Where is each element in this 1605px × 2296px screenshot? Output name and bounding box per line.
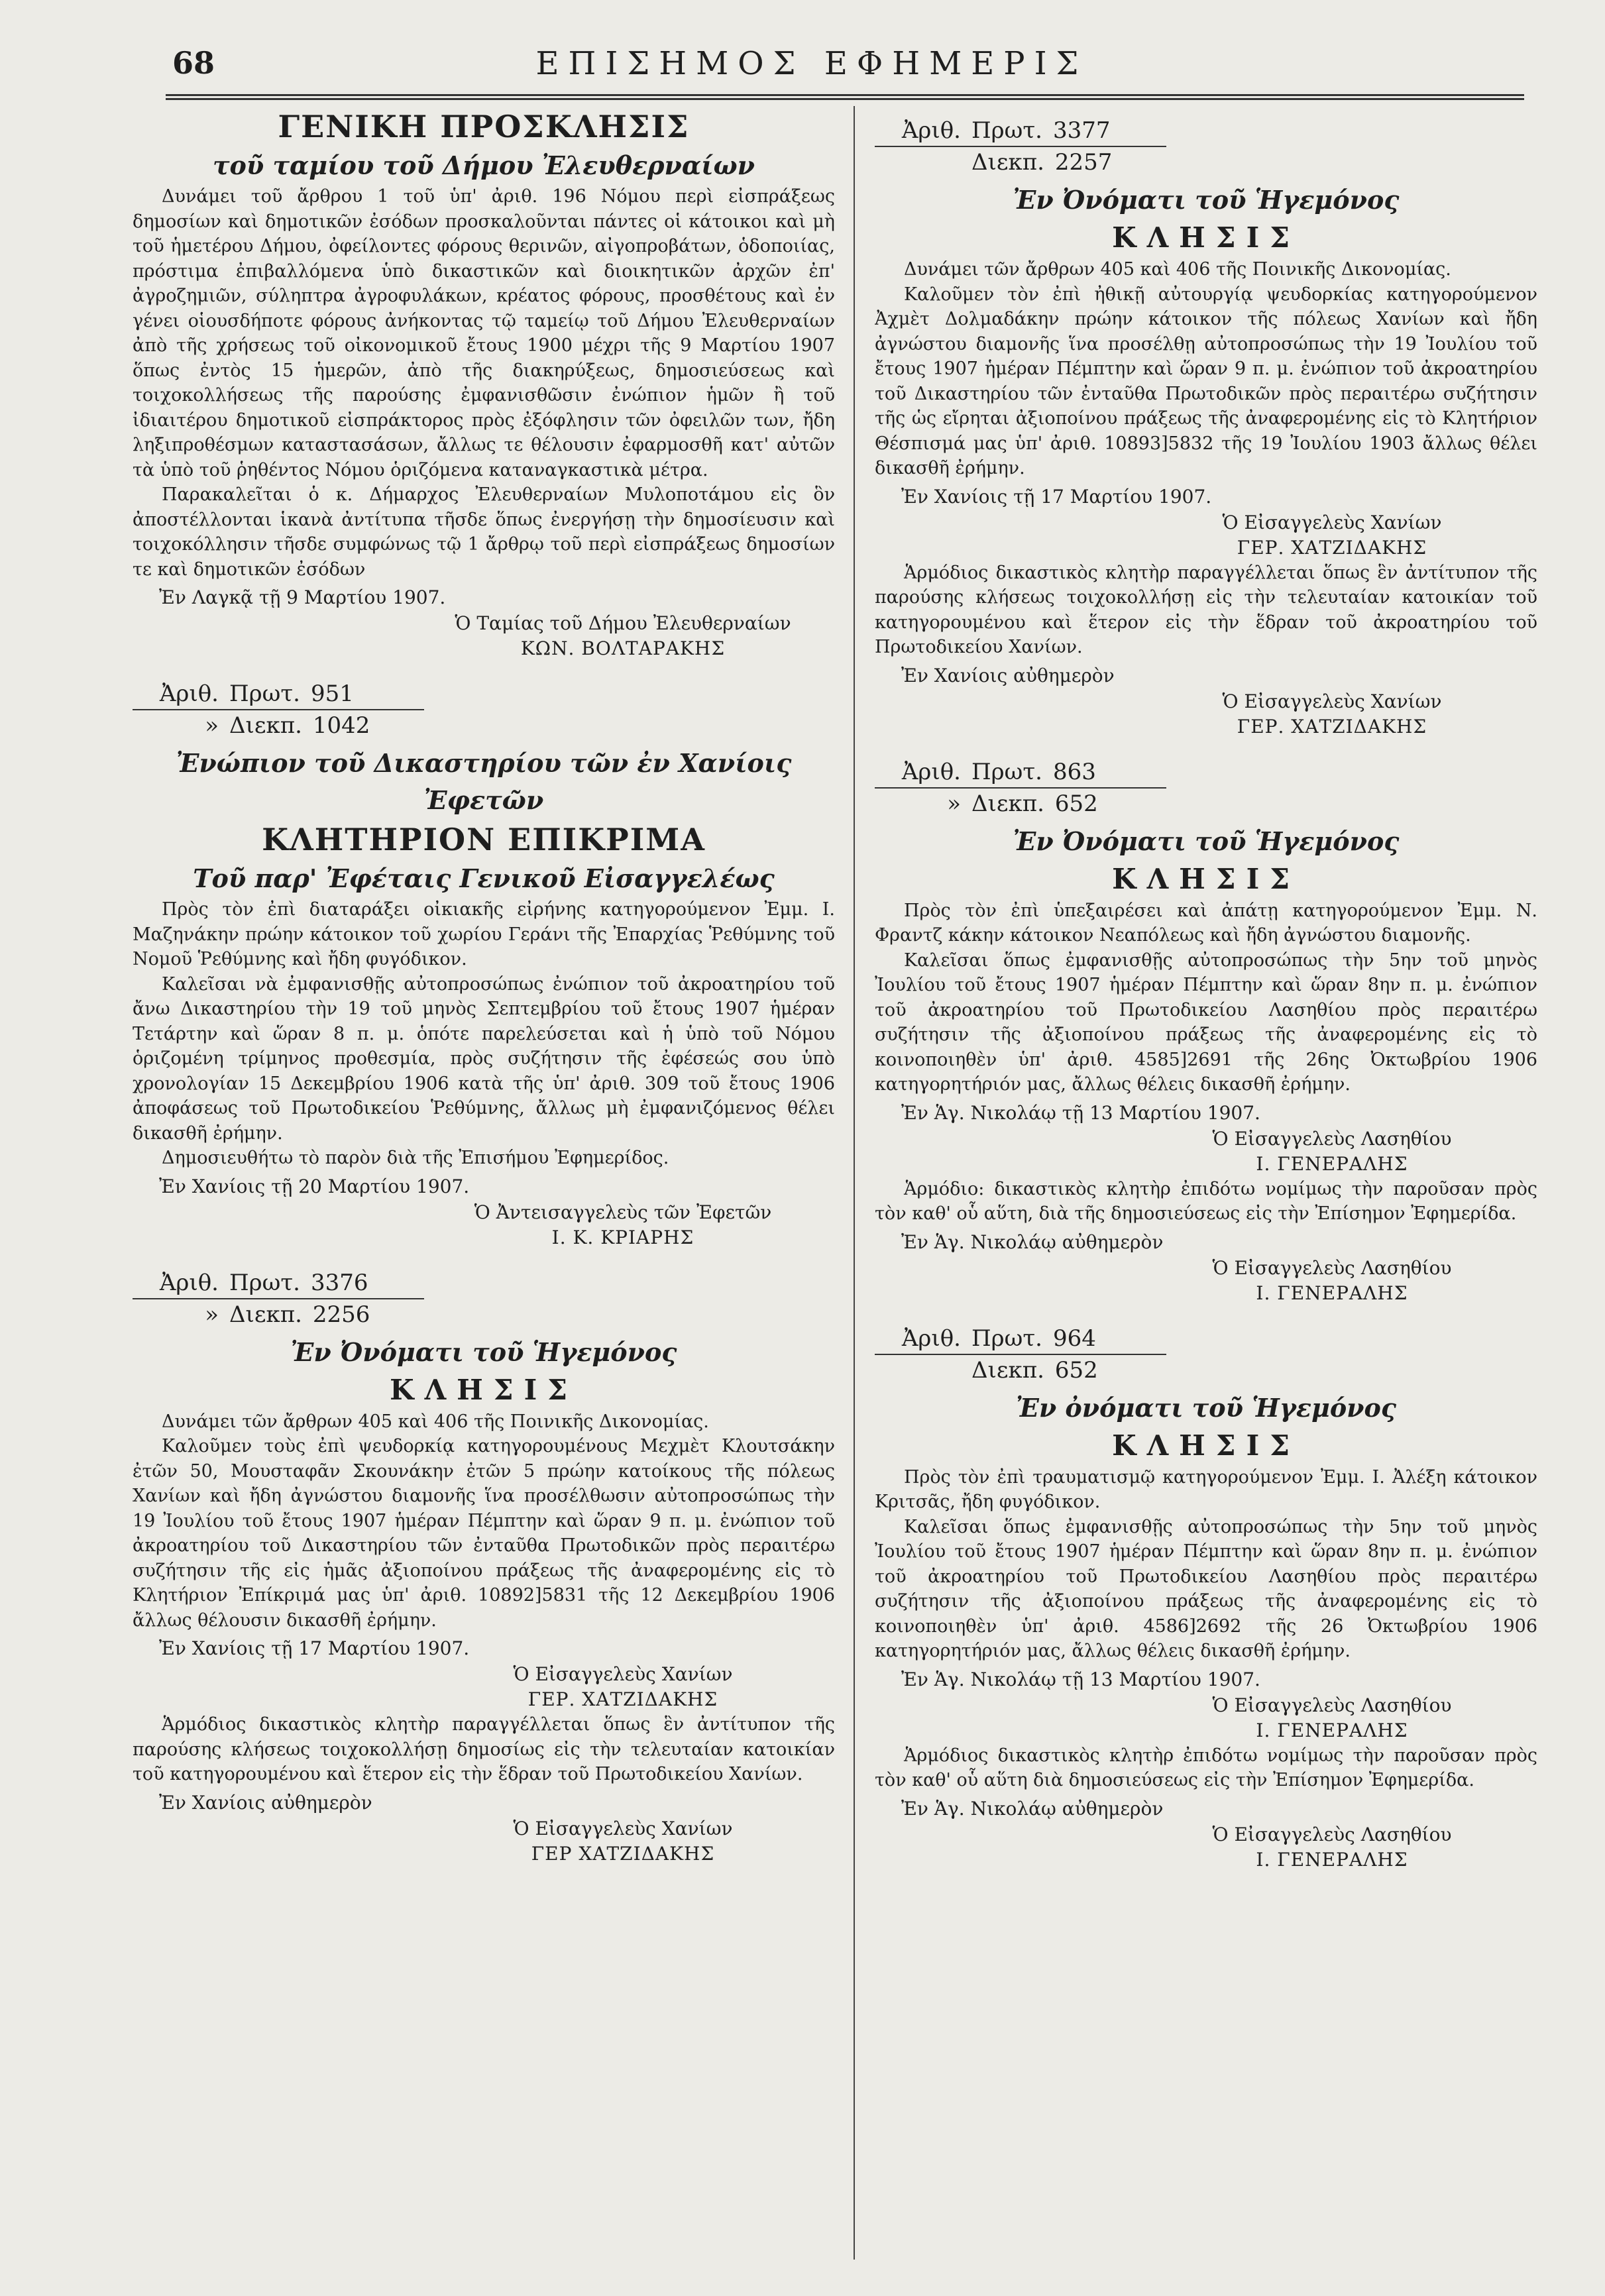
place-date: Ἐν Ἁγ. Νικολάῳ αὐθημερὸν xyxy=(901,1230,1164,1253)
dispatch-number: 652 xyxy=(1054,1356,1098,1384)
notice-subtitle: Ἐν Ὀνόματι τοῦ Ἡγεμόνος xyxy=(290,1337,677,1367)
signer-name: Ι. ΓΕΝΕΡΑΛΗΣ xyxy=(1256,1719,1408,1741)
signer-name: ΓΕΡ. ΧΑΤΖΙΔΑΚΗΣ xyxy=(1237,715,1427,738)
notice-heading: ΚΛΗΣΙΣ xyxy=(390,1373,578,1406)
notice-heading: ΚΛΗΣΙΣ xyxy=(1112,221,1300,254)
signer-title: Ὁ Ταμίας τοῦ Δήμου Ἐλευθερναίων xyxy=(455,612,791,634)
dispatch-row xyxy=(875,789,1537,819)
page-header xyxy=(99,40,1524,99)
notice-body-paragraph: Καλεῖσαι νὰ ἐμφανισθῇς αὐτοπροσώπως ἐνώπιον τοῦ ἀκροατηρίου τοῦ ἄνω Δικαστηρίου τὴν 19 τοῦ μηνὸς Σεπτεμβρίου τοῦ ἔτους 1907 ἡμέραν Τετάρτην καὶ ὥραν 8 π. μ. ὁπότε παρελεύσεται καὶ ἡ ὑπὸ τοῦ Νόμου ὁριζομένη τρίμηνος προθεσμία, πρὸς συζήτησιν τῆς ἐφέσεώς σου ὑπὸ χρονολογίαν 15 Δεκεμβρίου 1906 κατὰ τῆς ὑπ' ἀριθ. 309 τοῦ ἔτους 1906 ἀποφάσεως τοῦ Πρωτοδικείου Ῥεθύμνης, ἄλλως μὴ ἐμφανιζόμενος θέλει δικασθῆ ἐρήμην. xyxy=(133,973,835,1144)
signer-name: ΓΕΡ. ΧΑΤΖΙΔΑΚΗΣ xyxy=(527,1688,718,1710)
dispatch-number: 652 xyxy=(1054,790,1098,817)
right-column xyxy=(875,106,1537,2266)
notice-body-paragraph: Πρὸς τὸν ἐπὶ ὑπεξαιρέσει καὶ ἀπάτῃ κατηγορούμενον Ἐμμ. Ν. Φραντζ κάκην κάτοικον Νεαπόλεως καὶ ἤδη ἀγνώστου διαμονῆς. xyxy=(875,900,1537,946)
notice-subtitle: Ἐν Ὀνόματι τοῦ Ἡγεμόνος xyxy=(1013,826,1400,856)
notice-body-paragraph: Καλοῦμεν τοὺς ἐπὶ ψευδορκίᾳ κατηγορουμένους Μεχμὲτ Κλουτσάκην ἐτῶν 50, Μουσταφᾶν Σκουνάκην ἐτῶν 5 πρώην κατοίκους τῆς πόλεως Χανίων καὶ ἤδη ἀγνώστου διαμονῆς ἵνα προσέλθωσιν αὐτοπροσώπως τὴν 19 Ἰουλίου τοῦ ἔτους 1907 ἡμέραν Πέμπτην καὶ ὥραν 9 π. μ. ἐνώπιον τοῦ ἀκροατηρίου τοῦ Δικαστηρίου τῶν ἐνταῦθα Πρωτοδικῶν πρὸς περαιτέρω συζήτησιν τῆς εἰς ἡμᾶς ἀξιοποίνου πράξεως τῆς ἀναφερομένης εἰς τὸ Κλητήριον Ἐπίκριμά μας ὑπ' ἀριθ. 10892]5831 τῆς 12 Δεκεμβρίου 1906 ἄλλως θέλουσιν δικασθῆ ἐρήμην. xyxy=(133,1436,835,1631)
reference-numbers xyxy=(875,1323,1537,1386)
notice-body-paragraph: Δυνάμει τῶν ἄρθρων 405 καὶ 406 τῆς Ποινικῆς Δικονομίας. xyxy=(904,259,1451,280)
bailiff-instruction: Ἁρμόδιος δικαστικὸς κλητὴρ παραγγέλλεται ὅπως ἓν ἀντίτυπον τῆς παρούσης κλήσεως τοιχοκολλήσῃ δημοσίως εἰς τὴν τελευταίαν κατοικίαν τοῦ κατηγορουμένου καὶ ἕτερον εἰς τὴν ἕδραν τοῦ Πρωτοδικείου Χανίων. xyxy=(133,1714,835,1784)
ref-lead: » xyxy=(205,712,219,739)
place-date: Ἐν Χανίοις αὐθημερὸν xyxy=(159,1791,372,1814)
header-rule xyxy=(166,94,1524,100)
signer-name: Ι. ΓΕΝΕΡΑΛΗΣ xyxy=(1256,1848,1408,1871)
ref-lead: Ἀριθ. xyxy=(159,681,219,707)
dispatch-row xyxy=(875,147,1537,178)
notice-body-paragraph: Παρακαλεῖται ὁ κ. Δήμαρχος Ἐλευθερναίων Μυλοποτάμου εἰς ὃν ἀποστέλλονται ἱκανὰ ἀντίτυπα τῆσδε ὅπως ἐνεργήσῃ τὴν δημοσίευσιν καὶ τοιχοκόλλησιν τῆσδε συμφώνως τῷ 1 ἄρθρῳ τοῦ περὶ εἰσπράξεως δημοσίων τε καὶ δημοτικῶν ἐσόδων xyxy=(133,484,835,580)
bailiff-instruction: Ἁρμόδιος δικαστικὸς κλητὴρ παραγγέλλεται ὅπως ἓν ἀντίτυπον τῆς παρούσης κλήσεως τοιχοκολλήσῃ εἰς τὴν τελευταίαν κατοικίαν τοῦ κατηγορουμένου καὶ ἕτερον εἰς τὴν ἕδραν τοῦ ἀκροατηρίου τοῦ Πρωτοδικείου Χανίων. xyxy=(875,562,1537,657)
place-date: Ἐν Χανίοις τῇ 20 Μαρτίου 1907. xyxy=(159,1175,470,1197)
signer-name: Ι. ΓΕΝΕΡΑΛΗΣ xyxy=(1256,1152,1408,1175)
signer-name: ΓΕΡ. ΧΑΤΖΙΔΑΚΗΣ xyxy=(1237,536,1427,559)
ref-label: Πρωτ. xyxy=(971,117,1042,144)
signer-title: Ὁ Ἀντεισαγγελεὺς τῶν Ἐφετῶν xyxy=(474,1201,772,1223)
protocol-row xyxy=(875,757,1537,787)
ref-lead: » xyxy=(205,1301,219,1328)
notice-subtitle: Τοῦ παρ' Ἐφέταις Γενικοῦ Εἰσαγγελέως xyxy=(193,863,775,893)
notice-summons-3376 xyxy=(133,1268,835,1867)
notice-summons-3377 xyxy=(875,115,1537,739)
dispatch-number: 1042 xyxy=(312,712,370,739)
notice-body-paragraph: Δημοσιευθήτω τὸ παρὸν διὰ τῆς Ἐπισήμου Ἐφημερίδος. xyxy=(162,1148,669,1168)
ref-label: Διεκπ. xyxy=(229,1301,302,1328)
notice-title: ΚΛΗΤΗΡΙΟΝ ΕΠΙΚΡΙΜΑ xyxy=(262,822,706,857)
ref-label: Διεκπ. xyxy=(971,149,1044,176)
ref-lead: Ἀριθ. xyxy=(159,1269,219,1296)
dispatch-number: 2257 xyxy=(1054,149,1113,176)
protocol-row xyxy=(133,679,835,709)
notice-heading: ΚΛΗΣΙΣ xyxy=(1112,1429,1300,1462)
place-date: Ἐν Χανίοις τῇ 17 Μαρτίου 1907. xyxy=(159,1637,470,1659)
ref-lead xyxy=(875,147,961,178)
notice-subtitle: Ἐν Ὀνόματι τοῦ Ἡγεμόνος xyxy=(1013,185,1400,215)
notice-appeal-court-summons xyxy=(133,679,835,1250)
reference-numbers xyxy=(875,115,1537,178)
notice-subtitle: Ἐν ὀνόματι τοῦ Ἡγεμόνος xyxy=(1015,1392,1397,1423)
notice-body-paragraph: Καλοῦμεν τὸν ἐπὶ ἠθικῇ αὐτουργίᾳ ψευδορκίας κατηγορούμενον Ἀχμὲτ Δολμαδάκην πρώην κάτοικον τῆς πόλεως Χανίων καὶ ἤδη ἀγνώστου διαμονῆς ἵνα προσέλθῃ αὐτοπροσώπως τὴν 19 Ἰουλίου τοῦ ἔτους 1907 ἡμέραν Πέμπτην καὶ ὥραν 9 π. μ. ἐνώπιον τοῦ ἀκροατηρίου τοῦ Δικαστηρίου τῶν ἐνταῦθα Πρωτοδικῶν πρὸς περαιτέρω συζήτησιν τῆς ὡς εἴρηται ἀξιοποίνου πράξεως τῆς ἀναφερομένης εἰς τὸ Κλητήριον Θέσπισμά μας ὑπ' ἀριθ. 10893]5832 τῆς 19 Ἰουλίου 1903 ἄλλως θέλει δικασθῆ ἐρήμην. xyxy=(875,284,1537,478)
place-date: Ἐν Χανίοις τῇ 17 Μαρτίου 1907. xyxy=(901,485,1212,508)
ref-lead xyxy=(875,1355,961,1386)
ref-label: Διεκπ. xyxy=(229,712,302,739)
notice-general-invitation xyxy=(133,106,835,661)
ref-lead: Ἀριθ. xyxy=(901,1325,961,1352)
signer-title: Ὁ Εἰσαγγελεὺς Λασηθίου xyxy=(1212,1823,1452,1845)
place-date: Ἐν Ἁγ. Νικολάῳ τῇ 13 Μαρτίου 1907. xyxy=(901,1101,1260,1124)
column-divider xyxy=(854,106,855,2260)
signer-title: Ὁ Εἰσαγγελεὺς Χανίων xyxy=(1222,511,1442,533)
signer-title: Ὁ Εἰσαγγελεὺς Χανίων xyxy=(513,1817,733,1839)
protocol-row xyxy=(133,1268,835,1298)
signer-title: Ὁ Εἰσαγγελεὺς Λασηθίου xyxy=(1212,1694,1452,1716)
reference-numbers xyxy=(133,679,835,741)
signer-title: Ὁ Εἰσαγγελεὺς Χανίων xyxy=(1222,690,1442,712)
notice-body-paragraph: Καλεῖσαι ὅπως ἐμφανισθῇς αὐτοπροσώπως τὴν 5ην τοῦ μηνὸς Ἰουλίου τοῦ ἔτους 1907 ἡμέραν Πέμπτην καὶ ὥραν 8ην π. μ. ἐνώπιον τοῦ ἀκροατηρίου τοῦ Πρωτοδικείου Λασηθίου πρὸς περαιτέρω συζήτησιν τῆς ἀξιοποίνου πράξεως τῆς ἀναφερομένης εἰς τὸ κοινοποιηθὲν ὑπ' ἀριθ. 4585]2691 τῆς 26ης Ὀκτωβρίου 1906 κατηγορητήριόν μας, ἄλλως θέλεις δικασθῆ ἐρήμην. xyxy=(875,950,1537,1095)
dispatch-row xyxy=(875,1355,1537,1386)
signer-name: Ι. Κ. ΚΡΙΑΡΗΣ xyxy=(551,1226,694,1248)
ref-lead: » xyxy=(947,790,961,817)
signer-title: Ὁ Εἰσαγγελεὺς Χανίων xyxy=(513,1663,733,1685)
signer-title: Ὁ Εἰσαγγελεὺς Λασηθίου xyxy=(1212,1127,1452,1150)
notice-body-paragraph: Δυνάμει τῶν ἄρθρων 405 καὶ 406 τῆς Ποινικῆς Δικονομίας. xyxy=(162,1411,709,1432)
notice-subtitle: τοῦ ταμίου τοῦ Δήμου Ἐλευθερναίων xyxy=(212,150,755,180)
ref-lead: Ἀριθ. xyxy=(901,117,961,144)
notice-summons-964 xyxy=(875,1323,1537,1873)
place-date: Ἐν Χανίοις αὐθημερὸν xyxy=(901,664,1115,686)
notice-body-paragraph: Δυνάμει τοῦ ἄρθρου 1 τοῦ ὑπ' ἀριθ. 196 Νόμου περὶ εἰσπράξεως δημοσίων καὶ δημοτικῶν ἐσόδων προσκαλοῦνται πάντες οἱ κάτοικοι καὶ μὴ τοῦ ἡμετέρου Δήμου, ὀφείλοντες φόρους θερινῶν, αἰγοπροβάτων, ὁδοποιίας, πρόστιμα ἐπιβαλλόμενα ὑπὸ δικαστικῶν καὶ διοικητικῶν ἀρχῶν ἐπ' ἀγροζημιῶν, σύληπτρα ἀγροφυλάκων, κρέατος φόρους, προσθέτους καὶ ἐν γένει οἱουσδήποτε φόρους ἀνήκοντας τῷ ταμείῳ τοῦ Δήμου Ἐλευθερναίων ἀπὸ τῆς χρήσεως τοῦ οἰκονομικοῦ ἔτους 1900 μέχρι τῆς 9 Μαρτίου 1907 ὅπως ἐντὸς 15 ἡμερῶν, ἀπὸ τῆς διακηρύξεως, δημοσιεύσεως καὶ τοιχοκολλήσεως τῆς παρούσης ἐμφανισθῶσιν ἐνώπιον ἡμῶν ἢ τοῦ ἰδιαιτέρου δημοτικοῦ εἰσπράκτορος πρὸς ἐξόφλησιν τῶν ὀφειλῶν των, ἤδη ληξιπροθέσμων καταστασάσων, ἄλλως τε θέλουσιν ἐφαρμοσθῆ κατ' αὐτῶν τὰ ὑπὸ τοῦ ῥηθέντος Νόμου ὁριζόμενα καταναγκαστικὰ μέτρα. xyxy=(133,186,835,480)
protocol-number: 863 xyxy=(1052,758,1096,785)
bailiff-instruction: Ἁρμόδιο: δικαστικὸς κλητὴρ ἐπιδότω νομίμως τὴν παροῦσαν πρὸς τὸν καθ' οὗ αὕτη, διὰ τῆς δημοσιεύσεως εἰς τὴν Ἐπίσημον Ἐφημερίδα. xyxy=(875,1178,1537,1224)
notice-body-paragraph: Καλεῖσαι ὅπως ἐμφανισθῇς αὐτοπροσώπως τὴν 5ην τοῦ μηνὸς Ἰουλίου τοῦ ἔτους 1907 ἡμέραν Πέμπτην καὶ ὥραν 8ην π. μ. ἐνώπιον τοῦ ἀκροατηρίου τοῦ Πρωτοδικείου Λασηθίου πρὸς περαιτέρω συζήτησιν τῆς ἀξιοποίνου πράξεως τῆς ἀναφερομένης εἰς τὸ κοινοποιηθὲν ὑπ' ἀριθ. 4586]2692 τῆς 26 Ὀκτωβρίου 1906 κατηγορητήριόν μας, ἄλλως θέλεις δικασθῆ ἐρήμην. xyxy=(875,1516,1537,1661)
signer-title: Ὁ Εἰσαγγελεὺς Λασηθίου xyxy=(1212,1256,1452,1279)
signer-name: ΓΕΡ ΧΑΤΖΙΔΑΚΗΣ xyxy=(531,1842,715,1865)
protocol-row xyxy=(875,1323,1537,1354)
signer-name: Ι. ΓΕΝΕΡΑΛΗΣ xyxy=(1256,1282,1408,1304)
ref-lead: Ἀριθ. xyxy=(901,758,961,785)
protocol-number: 951 xyxy=(310,681,354,707)
notice-title: ΓΕΝΙΚΗ ΠΡΟΣΚΛΗΣΙΣ xyxy=(278,109,690,144)
ref-label: Διεκπ. xyxy=(971,790,1044,817)
ref-label: Πρωτ. xyxy=(229,681,300,707)
signer-name: ΚΩΝ. ΒΟΛΤΑΡΑΚΗΣ xyxy=(520,637,726,659)
journal-title: ΕΠΙΣΗΜΟΣ ΕΦΗΜΕΡΙΣ xyxy=(535,45,1088,82)
ref-label: Διεκπ. xyxy=(971,1356,1044,1384)
reference-numbers xyxy=(875,757,1537,819)
reference-numbers xyxy=(133,1268,835,1330)
ref-label: Πρωτ. xyxy=(229,1269,300,1296)
ref-label: Πρωτ. xyxy=(971,758,1042,785)
dispatch-row xyxy=(133,710,835,741)
page-number: 68 xyxy=(172,45,215,81)
dispatch-number: 2256 xyxy=(312,1301,370,1328)
protocol-number: 3376 xyxy=(310,1269,368,1296)
notice-summons-863 xyxy=(875,757,1537,1306)
place-date: Ἐν Ἁγ. Νικολάῳ τῇ 13 Μαρτίου 1907. xyxy=(901,1668,1260,1690)
place-date: Ἐν Ἁγ. Νικολάῳ αὐθημερὸν xyxy=(901,1797,1164,1820)
place-date: Ἐν Λαγκᾷ τῇ 9 Μαρτίου 1907. xyxy=(159,586,446,608)
ref-label: Πρωτ. xyxy=(971,1325,1042,1352)
left-column xyxy=(133,106,835,2266)
protocol-number: 3377 xyxy=(1052,117,1111,144)
protocol-number: 964 xyxy=(1052,1325,1096,1352)
dispatch-row xyxy=(133,1299,835,1330)
bailiff-instruction: Ἁρμόδιος δικαστικὸς κλητὴρ ἐπιδότω νομίμως τὴν παροῦσαν πρὸς τὸν καθ' οὗ αὕτη διὰ δημοσιεύσεως εἰς τὴν Ἐπίσημον Ἐφημερίδα. xyxy=(875,1745,1537,1790)
notice-subtitle: Ἐνώπιον τοῦ Δικαστηρίου τῶν ἐν Χανίοις Ἐφετῶν xyxy=(176,748,792,815)
notice-body-paragraph: Πρὸς τὸν ἐπὶ τραυματισμῷ κατηγορούμενον Ἐμμ. Ι. Ἀλέξη κάτοικον Κριτσᾶς, ἤδη φυγόδικον. xyxy=(875,1466,1537,1512)
notice-heading: ΚΛΗΣΙΣ xyxy=(1112,862,1300,895)
notice-body-paragraph: Πρὸς τὸν ἐπὶ διαταράξει οἰκιακῆς εἰρήνης κατηγορούμενον Ἐμμ. Ι. Μαζηνάκην πρώην κάτοικον τοῦ χωρίου Γεράνι τῆς Ἐπαρχίας Ῥεθύμνης τοῦ Νομοῦ Ῥεθύμνης καὶ ἤδη φυγόδικον. xyxy=(133,899,835,969)
protocol-row xyxy=(875,115,1537,146)
